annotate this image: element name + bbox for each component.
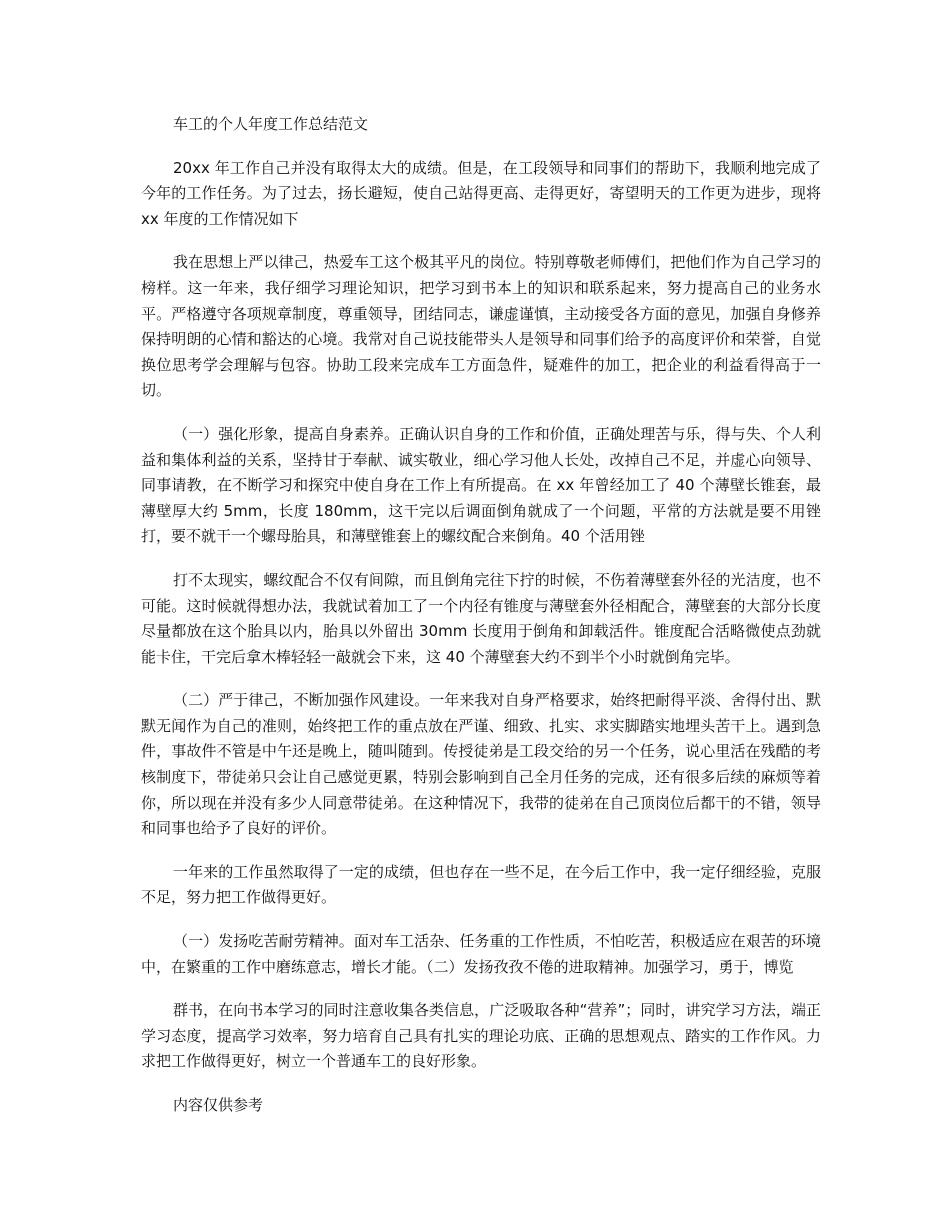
- paragraph-6: 一年来的工作虽然取得了一定的成绩，但也存在一些不足，在今后工作中，我一定仔细经验，克服不足，努力把工作做得更好。: [141, 862, 821, 907]
- paragraph-1: 20xx 年工作自己并没有取得太大的成绩。但是，在工段领导和同事们的帮助下，我顺利地完成了今年的工作任务。为了过去，扬长避短，使自己站得更高、走得更好，寄望明天的工作更为进步，现将 xx 年度的工作情况如下: [141, 158, 821, 228]
- document-page: [141, 112, 821, 1119]
- document-title: 车工的个人年度工作总结范文: [173, 115, 369, 133]
- paragraph-8: 群书，在向书本学习的同时注意收集各类信息，广泛吸取各种“营养”；同时，讲究学习方法，端正学习态度，提高学习效率，努力培育自己具有扎实的理论功底、正确的思想观点、踏实的工作作风。力求把工作做得更好，树立一个普通车工的良好形象。: [141, 1001, 821, 1071]
- footer-note: 内容仅供参考: [173, 1096, 264, 1114]
- paragraph-4: 打不太现实，螺纹配合不仅有间隙，而且倒角完往下拧的时候，不伤着薄壁套外径的光洁度，也不可能。这时候就得想办法，我就试着加工了一个内径有锥度与薄壁套外径相配合，薄壁套的大部分长度尽量都放在这个胎具以内，胎具以外留出 30mm 长度用于倒角和卸载活件。锥度配合活略微使点劲就能卡住，干完后拿木棒轻轻一敲就会下来，这 40 个薄壁套大约不到半个小时就倒角完毕。: [141, 570, 821, 666]
- paragraph-2: 我在思想上严以律己，热爱车工这个极其平凡的岗位。特别尊敬老师傅们，把他们作为自己学习的榜样。这一年来，我仔细学习理论知识，把学习到书本上的知识和联系起来，努力提高自己的业务水平。严格遵守各项规章制度，尊重领导，团结同志，谦虚谨慎，主动接受各方面的意见，加强自身修养保持明朗的心情和豁达的心境。我常对自己说技能带头人是领导和同事们给予的高度评价和荣誉，自觉换位思考学会理解与包容。协助工段来完成车工方面急件，疑难件的加工，把企业的利益看得高于一切。: [141, 253, 821, 400]
- paragraph-7: （一）发扬吃苦耐劳精神。面对车工活杂、任务重的工作性质，不怕吃苦，积极适应在艰苦的环境中，在繁重的工作中磨练意志，增长才能。（二）发扬孜孜不倦的进取精神。加强学习，勇于，博览: [141, 932, 821, 976]
- paragraph-5: （二）严于律己，不断加强作风建设。一年来我对自身严格要求，始终把耐得平淡、舍得付出、默默无闻作为自己的准则，始终把工作的重点放在严谨、细致、扎实、求实脚踏实地埋头苦干上。遇到急件，事故件不管是中午还是晚上，随叫随到。传授徒弟是工段交给的另一个任务，说心里活在残酷的考核制度下，带徒弟只会让自己感觉更累，特别会影响到自己全月任务的完成，还有很多后续的麻烦等着你，所以现在并没有多少人同意带徒弟。在这种情况下，我带的徒弟在自己顶岗位后都干的不错，领导和同事也给予了良好的评价。: [141, 691, 821, 838]
- paragraph-3: （一）强化形象，提高自身素养。正确认识自身的工作和价值，正确处理苦与乐，得与失、个人利益和集体利益的关系，坚持甘于奉献、诚实敬业，细心学习他人长处，改掉自己不足，并虚心向领导、同事请教，在不断学习和探究中使自身在工作上有所提高。在 xx 年曾经加工了 40 个薄壁长锥套，最薄壁厚大约 5mm，长度 180mm，这干完以后调面倒角就成了一个问题，平常的方法就是要不用锉打，要不就干一个螺母胎具，和薄壁锥套上的螺纹配合来倒角。40 个活用锉: [141, 424, 821, 546]
